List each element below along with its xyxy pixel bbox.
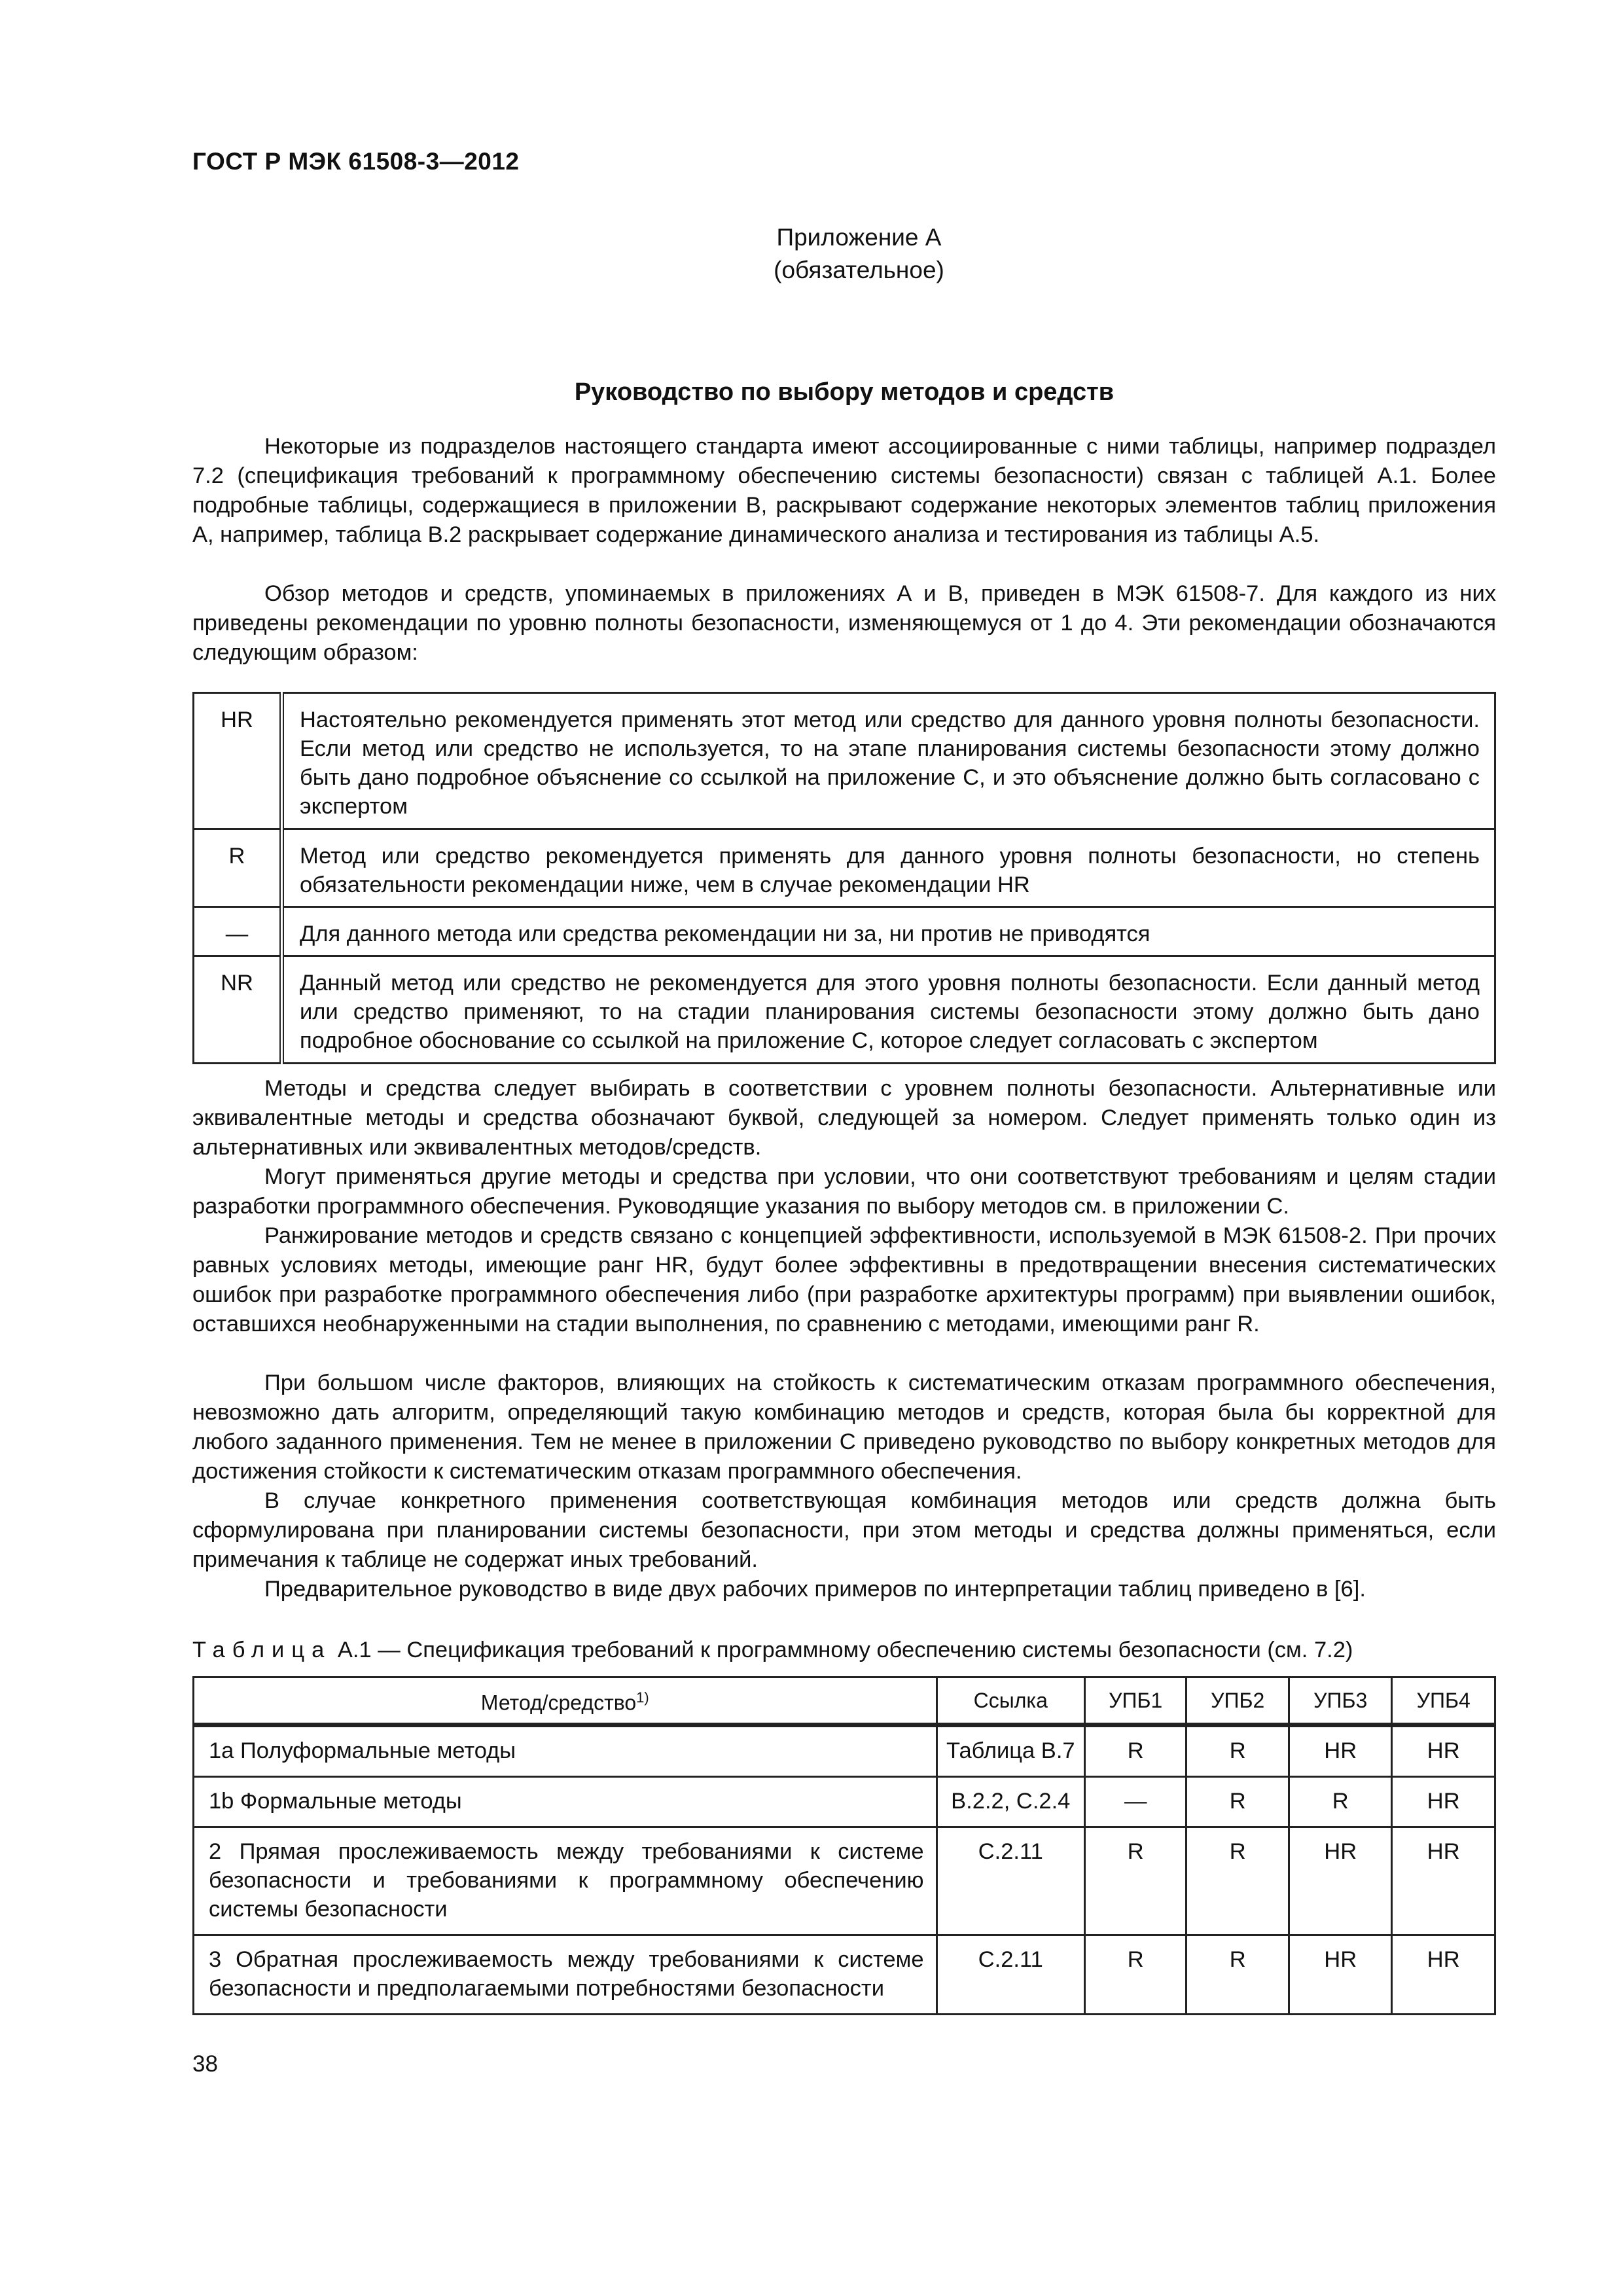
reference-cell: С.2.11 xyxy=(936,1935,1084,2015)
appendix-status: (обязательное) xyxy=(774,257,944,283)
sil3-cell: HR xyxy=(1289,1935,1392,2015)
sil4-cell: HR xyxy=(1392,1725,1495,1777)
legend-description: Для данного метода или средства рекомендации ни за, ни против не приводятся xyxy=(282,907,1495,956)
sil4-cell: HR xyxy=(1392,1935,1495,2015)
column-header-sil4: УПБ4 xyxy=(1392,1677,1495,1725)
body-paragraph: Методы и средства следует выбирать в соответствии с уровнем полноты безопасности. Альтернативные или эквивалентные методы и средства обозначают буквой, следующей за номером. Следует применять только один из альтернативных или эквивалентных методов/средств. xyxy=(192,1076,1496,1160)
legend-symbol: — xyxy=(194,907,282,956)
method-cell: 1b Формальные методы xyxy=(194,1777,937,1827)
sil2-cell: R xyxy=(1186,1725,1289,1777)
legend-description: Настоятельно рекомендуется применять этот метод или средство для данного уровня полноты безопасности. Если метод или средство не используется, то на этапе планирования системы безопасности этому должно быть дано подробное объяснение со ссылкой на приложение С, и это объяснение должно быть согласовано с экспертом xyxy=(282,693,1495,829)
page-number: 38 xyxy=(192,2051,218,2077)
legend-row xyxy=(194,829,1495,907)
legend-row xyxy=(194,693,1495,829)
column-header-sil3: УПБ3 xyxy=(1289,1677,1392,1725)
legend-symbol: HR xyxy=(194,693,282,829)
requirements-table xyxy=(192,1676,1496,2015)
sil3-cell: R xyxy=(1289,1777,1392,1827)
reference-cell: С.2.11 xyxy=(936,1827,1084,1935)
legend-description: Метод или средство рекомендуется применять для данного уровня полноты безопасности, но степень обязательности рекомендации ниже, чем в случае рекомендации HR xyxy=(282,829,1495,907)
sil3-cell: HR xyxy=(1289,1827,1392,1935)
column-header-reference: Ссылка xyxy=(936,1677,1084,1725)
legend-symbol: R xyxy=(194,829,282,907)
reference-cell: Таблица В.7 xyxy=(936,1725,1084,1777)
column-header-method xyxy=(194,1677,937,1725)
body-paragraph: Ранжирование методов и средств связано с концепцией эффективности, используемой в МЭК 61508-2. При прочих равных условиях методы, имеющие ранг HR, будут более эффективны в предотвращении внесения систематических ошибок при разработке программного обеспечения либо (при разработке архитектуры программ) при выявлении ошибок, оставшихся необнаруженными на стадии выполнения, по сравнению с методами, имеющими ранг R. xyxy=(192,1223,1496,1336)
column-header-method-label: Метод/средство xyxy=(480,1691,637,1715)
table-header-row xyxy=(194,1677,1495,1725)
method-cell: 1a Полуформальные методы xyxy=(194,1725,937,1777)
sil1-cell: R xyxy=(1085,1935,1186,2015)
method-cell: 3 Обратная прослеживаемость между требованиями к системе безопасности и предполагаемыми потребностями безопасности xyxy=(194,1935,937,2015)
legend-symbol: NR xyxy=(194,956,282,1064)
section-title: Руководство по выбору методов и средств xyxy=(574,378,1115,406)
table-row xyxy=(194,1725,1495,1777)
legend-description: Данный метод или средство не рекомендуется для этого уровня полноты безопасности. Если данный метод или средство применяют, то на стадии планирования системы безопасности этому должно быть дано подробное обоснование со ссылкой на приложение С, которое следует согласовать с экспертом xyxy=(282,956,1495,1064)
table-row xyxy=(194,1827,1495,1935)
table-row xyxy=(194,1777,1495,1827)
legend-row xyxy=(194,907,1495,956)
sil4-cell: HR xyxy=(1392,1827,1495,1935)
table-row xyxy=(194,1935,1495,2015)
body-paragraph: В случае конкретного применения соответствующая комбинация методов или средств должна быть сформулирована при планировании системы безопасности, при этом методы и средства должны применяться, если примечания к таблице не содержат иных требований. xyxy=(192,1488,1496,1572)
body-paragraph: Предварительное руководство в виде двух рабочих примеров по интерпретации таблиц приведено в [6]. xyxy=(264,1577,1366,1602)
footnote-marker: 1) xyxy=(636,1689,649,1706)
sil1-cell: — xyxy=(1085,1777,1186,1827)
legend-row xyxy=(194,956,1495,1064)
recommendation-legend-table xyxy=(192,692,1496,1064)
appendix-title: Приложение А xyxy=(776,224,942,251)
table-caption-text: А.1 — Спецификация требований к программному обеспечению системы безопасности (см. 7.2) xyxy=(331,1638,1353,1662)
method-cell: 2 Прямая прослеживаемость между требованиями к системе безопасности и требованиями к программному обеспечению системы безопасности xyxy=(194,1827,937,1935)
table-caption-label: Таблица xyxy=(192,1638,332,1662)
sil2-cell: R xyxy=(1186,1777,1289,1827)
column-header-sil2: УПБ2 xyxy=(1186,1677,1289,1725)
document-header: ГОСТ Р МЭК 61508-3—2012 xyxy=(192,148,520,175)
reference-cell: В.2.2, С.2.4 xyxy=(936,1777,1084,1827)
body-paragraph: Могут применяться другие методы и средства при условии, что они соответствуют требованиям и целям стадии разработки программного обеспечения. Руководящие указания по выбору методов см. в приложении С. xyxy=(192,1164,1496,1219)
intro-paragraph: Обзор методов и средств, упоминаемых в приложениях А и В, приведен в МЭК 61508-7. Для каждого из них приведены рекомендации по уровню полноты безопасности, изменяющемуся от 1 до 4. Эти рекомендации обозначаются следующим образом: xyxy=(192,581,1496,665)
sil3-cell: HR xyxy=(1289,1725,1392,1777)
body-paragraph: При большом числе факторов, влияющих на стойкость к систематическим отказам программного обеспечения, невозможно дать алгоритм, определяющий такую комбинацию методов и средств, которая была бы корректной для любого заданного применения. Тем не менее в приложении С приведено руководство по выбору конкретных методов для достижения стойкости к систематическим отказам программного обеспечения. xyxy=(192,1371,1496,1484)
sil2-cell: R xyxy=(1186,1935,1289,2015)
table-caption xyxy=(192,1638,1353,1663)
sil1-cell: R xyxy=(1085,1725,1186,1777)
column-header-sil1: УПБ1 xyxy=(1085,1677,1186,1725)
intro-paragraph: Некоторые из подразделов настоящего стандарта имеют ассоциированные с ними таблицы, например подраздел 7.2 (спецификация требований к программному обеспечению системы безопасности) связан с таблицей А.1. Более подробные таблицы, содержащиеся в приложении В, раскрывают содержание некоторых элементов таблиц приложения А, например, таблица В.2 раскрывает содержание динамического анализа и тестирования из таблицы А.5. xyxy=(192,434,1496,547)
sil2-cell: R xyxy=(1186,1827,1289,1935)
sil1-cell: R xyxy=(1085,1827,1186,1935)
sil4-cell: HR xyxy=(1392,1777,1495,1827)
